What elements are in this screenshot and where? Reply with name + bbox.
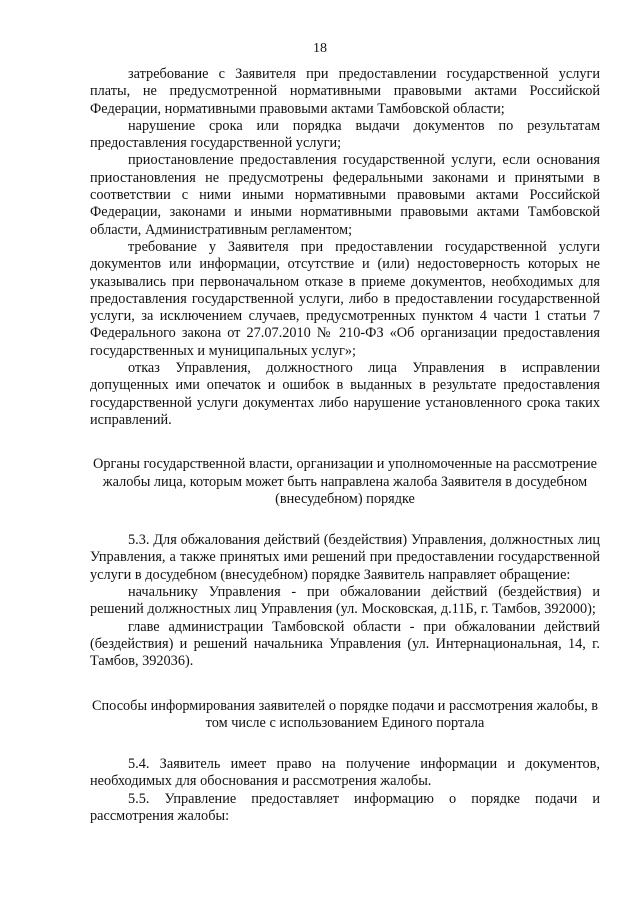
paragraph-5-4: 5.4. Заявитель имеет право на получение информации и документов, необходимых для обоснования и рассмотрения жалобы. [90,756,600,790]
section-heading-authorities: Органы государственной власти, организации и уполномоченные на рассмотрение жалобы лица, которым может быть направлена жалоба Заявителя в досудебном (внесудебном) порядке [93,456,597,507]
paragraph-5-5: 5.5. Управление предоставляет информацию о порядке подачи и рассмотрения жалобы: [90,790,600,824]
paragraph-correction-refusal: отказ Управления, должностного лица Управления в исправлении допущенных ими опечаток и ошибок в выданных в результате предоставления государственной услуги документах либо нарушение установленного срока таких исправлений. [90,360,600,428]
paragraph-deadline-violation: нарушение срока или порядка выдачи документов по результатам предоставления государственной услуги; [90,117,600,152]
paragraph-fee-requirement: затребование с Заявителя при предоставлении государственной услуги платы, не предусмотренной нормативными правовыми актами Российской Федерации, нормативными правовыми актами Тамбовской области; [90,66,600,117]
document-body [90,66,600,825]
paragraph-5-3: 5.3. Для обжалования действий (бездействия) Управления, должностных лиц Управления, а также принятых ими решений при предоставлении государственной услуги в досудебном (внесудебном) порядке Заявитель направляет обращение: [90,532,600,583]
paragraph-5-3-head-of-department: начальнику Управления - при обжаловании действий (бездействия) и решений должностных лиц Управления (ул. Московская, д.11Б, г. Тамбов, 392000); [90,584,600,618]
paragraph-suspension: приостановление предоставления государственной услуги, если основания приостановления не предусмотрены федеральными законами и принятыми в соответствии с ними иными нормативными правовыми актами Российской Федерации, законами и иными нормативными правовыми актами Тамбовской области, Административным регламентом; [90,152,600,238]
page-number: 18 [313,41,327,56]
paragraph-5-3-regional-head: главе администрации Тамбовской области - при обжаловании действий (бездействия) и решений начальника Управления (ул. Интернациональная, 14, г. Тамбов, 392036). [90,618,600,670]
section-heading-informing: Способы информирования заявителей о порядке подачи и рассмотрения жалобы, в том числе с использованием Единого портала [92,697,598,731]
paragraph-documents-requirement: требование у Заявителя при предоставлении государственной услуги документов или информации, отсутствие и (или) недостоверность которых не указывались при первоначальном отказе в приеме документов, необходимых для предоставления государственной услуги, либо в предоставлении государственной услуги, за исключением случаев, предусмотренных пунктом 4 части 1 статьи 7 Федерального закона от 27.07.2010 № 210-ФЗ «Об организации предоставления государственных и муниципальных услуг»; [90,238,600,359]
